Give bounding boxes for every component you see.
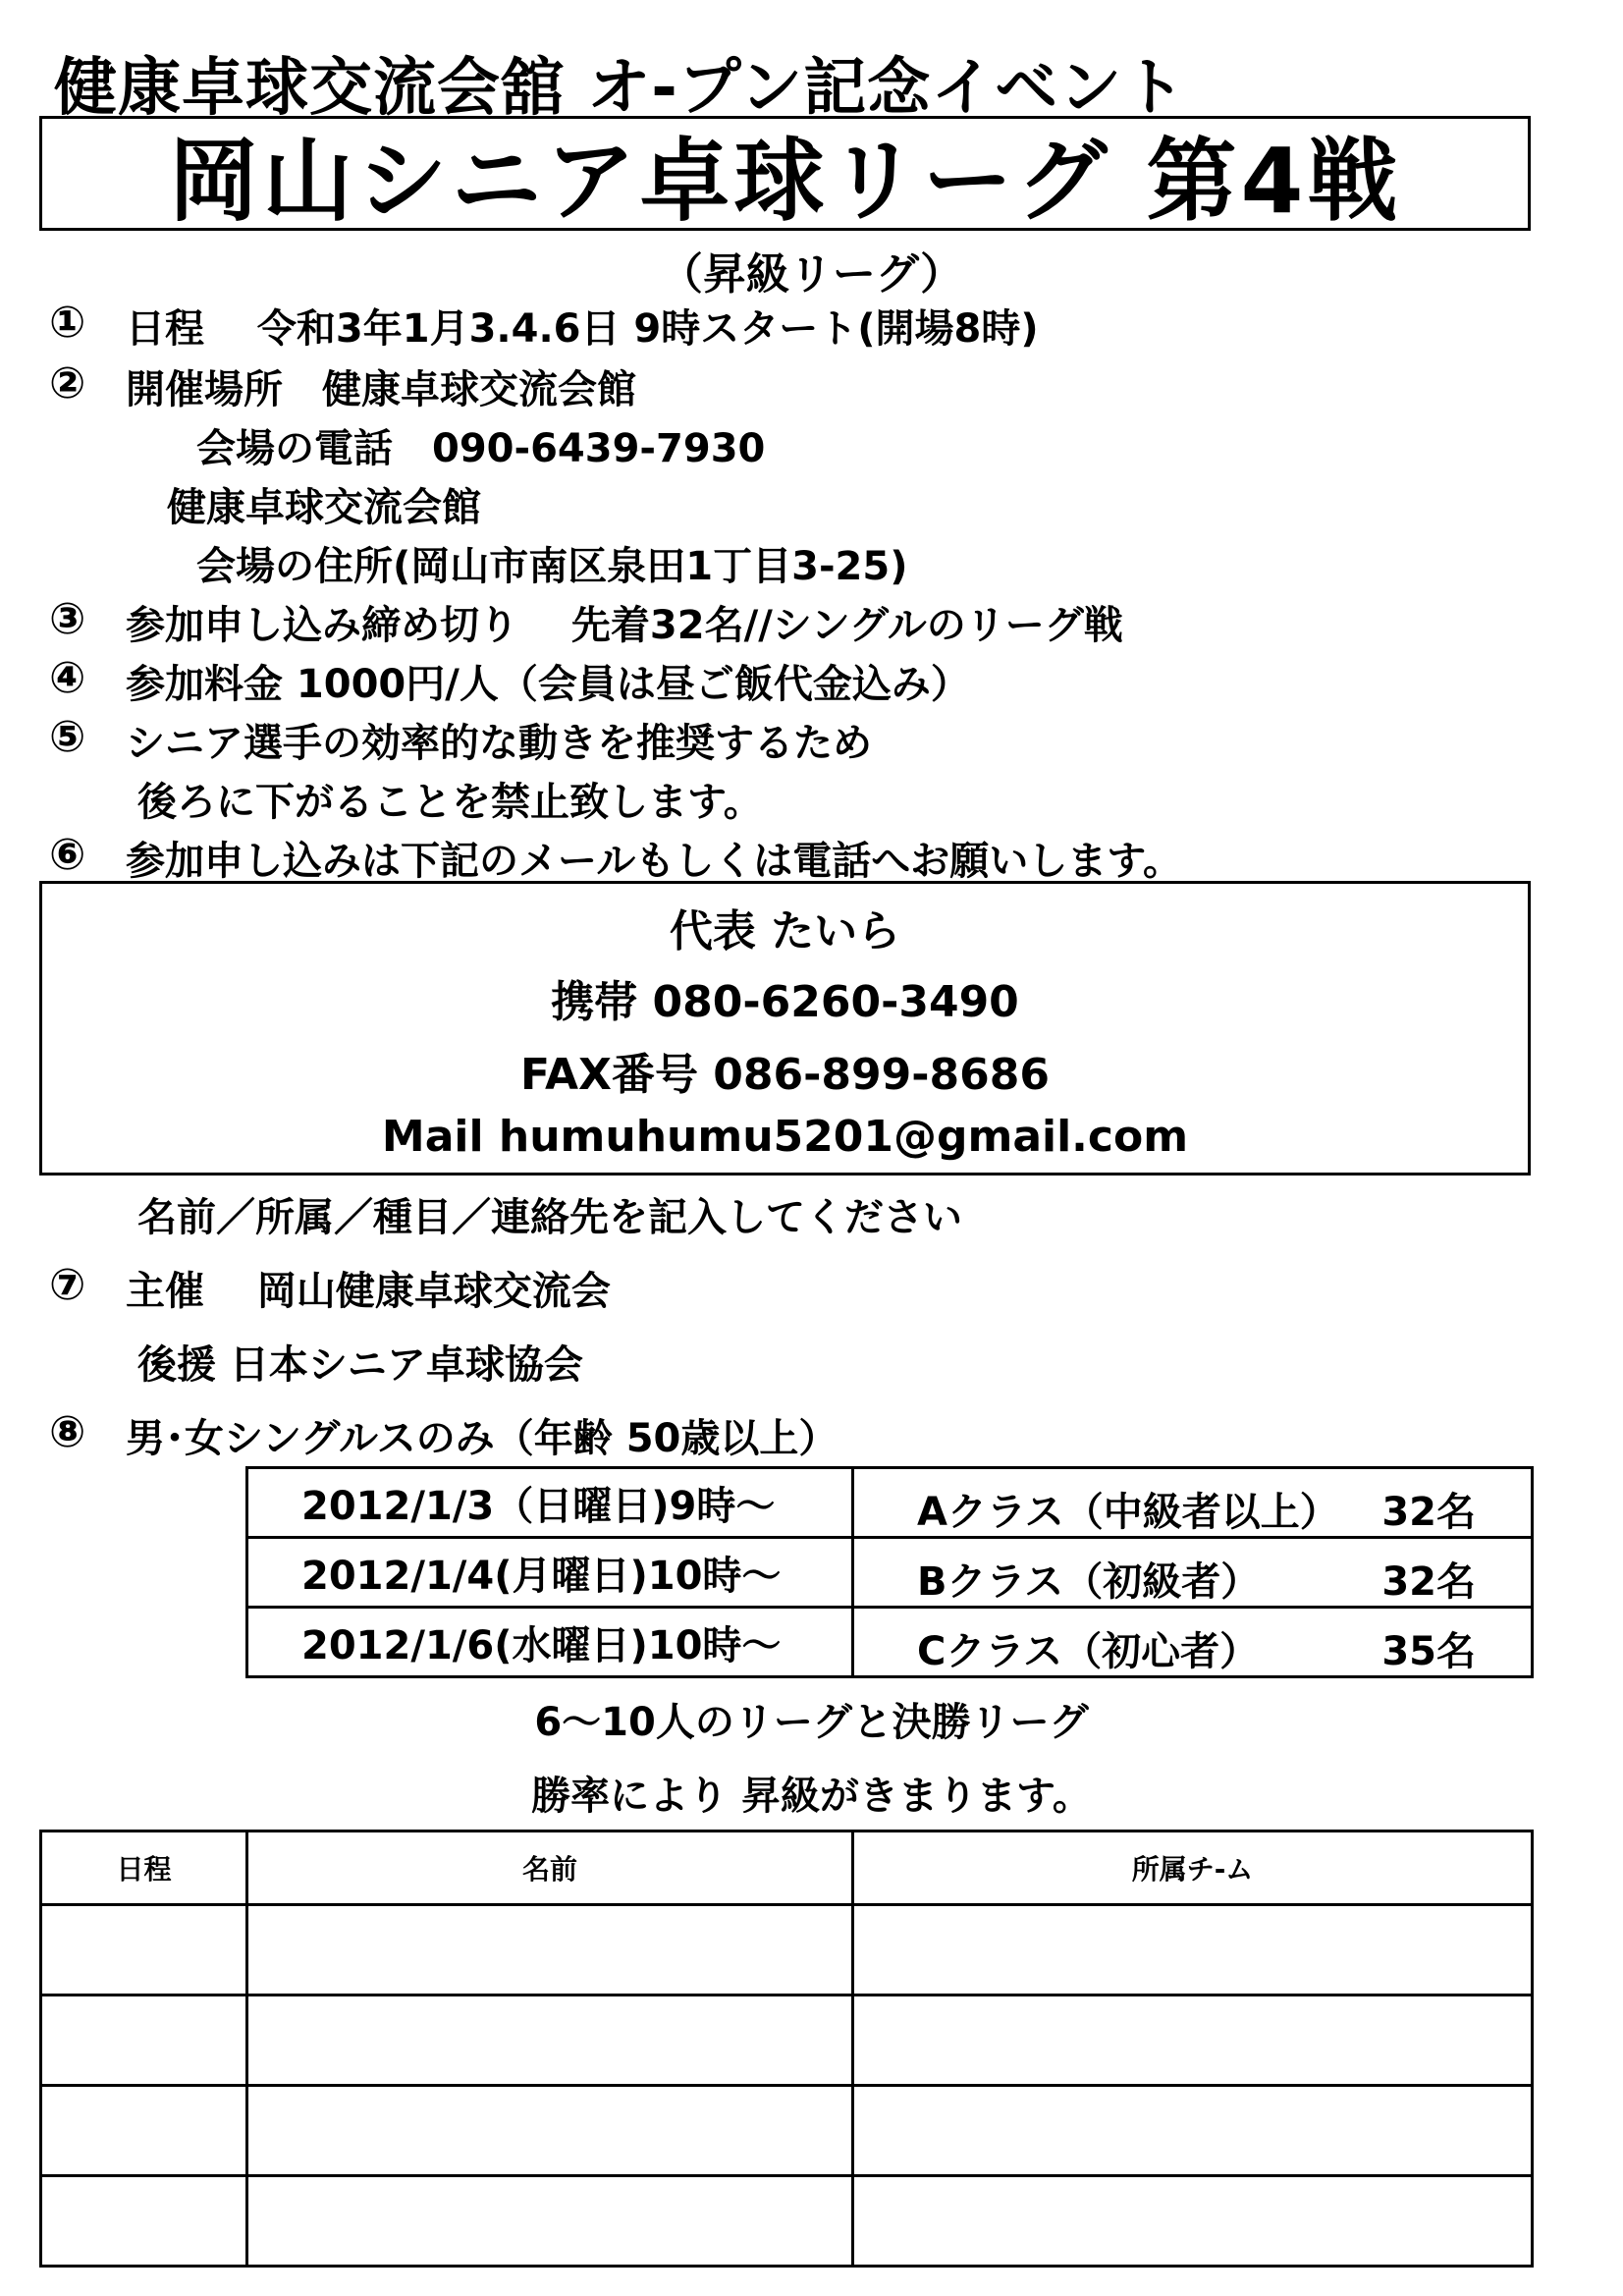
application-instructions: 名前／所属／種目／連絡先を記入してください [137,1195,962,1240]
table-row [247,1468,1533,1538]
entry-cell[interactable] [41,2176,247,2267]
item-number: ③ [49,594,86,644]
schedule-class: Bクラス（初級者） [917,1559,1261,1605]
schedule-count: 35名 [1381,1629,1476,1674]
entry-cell[interactable] [247,2176,853,2267]
contact-mail: Mail humuhumu5201@gmail.com [381,1112,1189,1162]
entry-cell[interactable] [247,2086,853,2176]
venue-phone: 会場の電話 090-6439-7930 [196,426,766,471]
entry-cell[interactable] [853,1995,1533,2086]
item-rule-continued: 後ろに下がることを禁止致します。 [137,780,763,825]
schedule-class: Aクラス（中級者以上） [917,1490,1339,1535]
venue-name: 健康卓球交流会館 [167,485,481,530]
entry-cell[interactable] [247,1995,853,2086]
page-title: 岡山シニア卓球リーグ 第4戦 [168,128,1402,234]
promotion-note: 勝率により 昇級がきまります。 [531,1774,1092,1819]
column-header-name: 名前 [247,1831,853,1905]
item-text: 日程 令和3年1月3.4.6日 9時スタート(開場8時) [126,306,1039,352]
entry-cell[interactable] [853,1905,1533,1995]
table-row [41,2176,1533,2267]
entry-cell[interactable] [41,1995,247,2086]
item-number: ② [49,358,86,409]
item-number: ⑧ [49,1407,86,1457]
schedule-class-cell [853,1468,1533,1538]
column-header-date: 日程 [41,1831,247,1905]
item-number: ⑥ [49,830,86,880]
entry-form-table [39,1830,1534,2268]
contact-fax: FAX番号 086-899-8686 [520,1050,1050,1100]
item-number: ① [49,298,86,348]
item-text: シニア選手の効率的な動きを推奨するため [126,721,872,766]
table-row [41,1905,1533,1995]
contact-mobile: 携帯 080-6260-3490 [551,977,1019,1027]
entry-cell[interactable] [41,2086,247,2176]
schedule-class-cell [853,1608,1533,1677]
table-row [41,1995,1533,2086]
title-box [39,116,1531,234]
item-number: ⑤ [49,712,86,762]
schedule-date: 2012/1/3（日曜日)9時～ [247,1468,853,1538]
schedule-count: 32名 [1381,1490,1476,1535]
entry-cell[interactable] [853,2086,1533,2176]
item-text: 参加料金 1000円/人（会員は昼ご飯代金込み） [126,662,970,707]
venue-address: 会場の住所(岡山市南区泉田1丁目3-25) [196,544,908,589]
column-header-team: 所属チ-ム [853,1831,1533,1905]
item-text: 参加申し込み締め切り 先着32名//シングルのリーグ戦 [126,603,1123,648]
item-number: ⑦ [49,1260,86,1310]
event-headline: 健康卓球交流会舘 オ-プン記念イベント [54,52,1187,125]
entry-cell[interactable] [853,2176,1533,2267]
item-number: ④ [49,653,86,703]
league-format: 6～10人のリーグと決勝リーグ [534,1700,1089,1745]
table-header-row [41,1831,1533,1905]
table-row [41,2086,1533,2176]
entry-cell[interactable] [247,1905,853,1995]
entry-cell[interactable] [41,1905,247,1995]
class-schedule-table [245,1466,1534,1678]
subtitle: （昇級リーグ） [659,249,964,300]
contact-box [39,881,1531,1175]
contact-representative: 代表 たいら [669,906,901,957]
schedule-class-cell [853,1538,1533,1608]
schedule-date: 2012/1/4(月曜日)10時～ [247,1538,853,1608]
schedule-date: 2012/1/6(水曜日)10時～ [247,1608,853,1677]
table-row [247,1608,1533,1677]
item-text: 参加申し込みは下記のメールもしくは電話へお願いします。 [126,839,1182,884]
schedule-class: Cクラス（初心者） [917,1629,1260,1674]
item-text: 男･女シングルスのみ（年齢 50歳以上） [126,1416,839,1461]
item-sponsor: 後援 日本シニア卓球協会 [137,1342,583,1388]
schedule-count: 32名 [1381,1559,1476,1605]
item-text: 開催場所 健康卓球交流会館 [126,367,636,412]
item-text: 主催 岡山健康卓球交流会 [126,1269,611,1314]
table-row [247,1538,1533,1608]
